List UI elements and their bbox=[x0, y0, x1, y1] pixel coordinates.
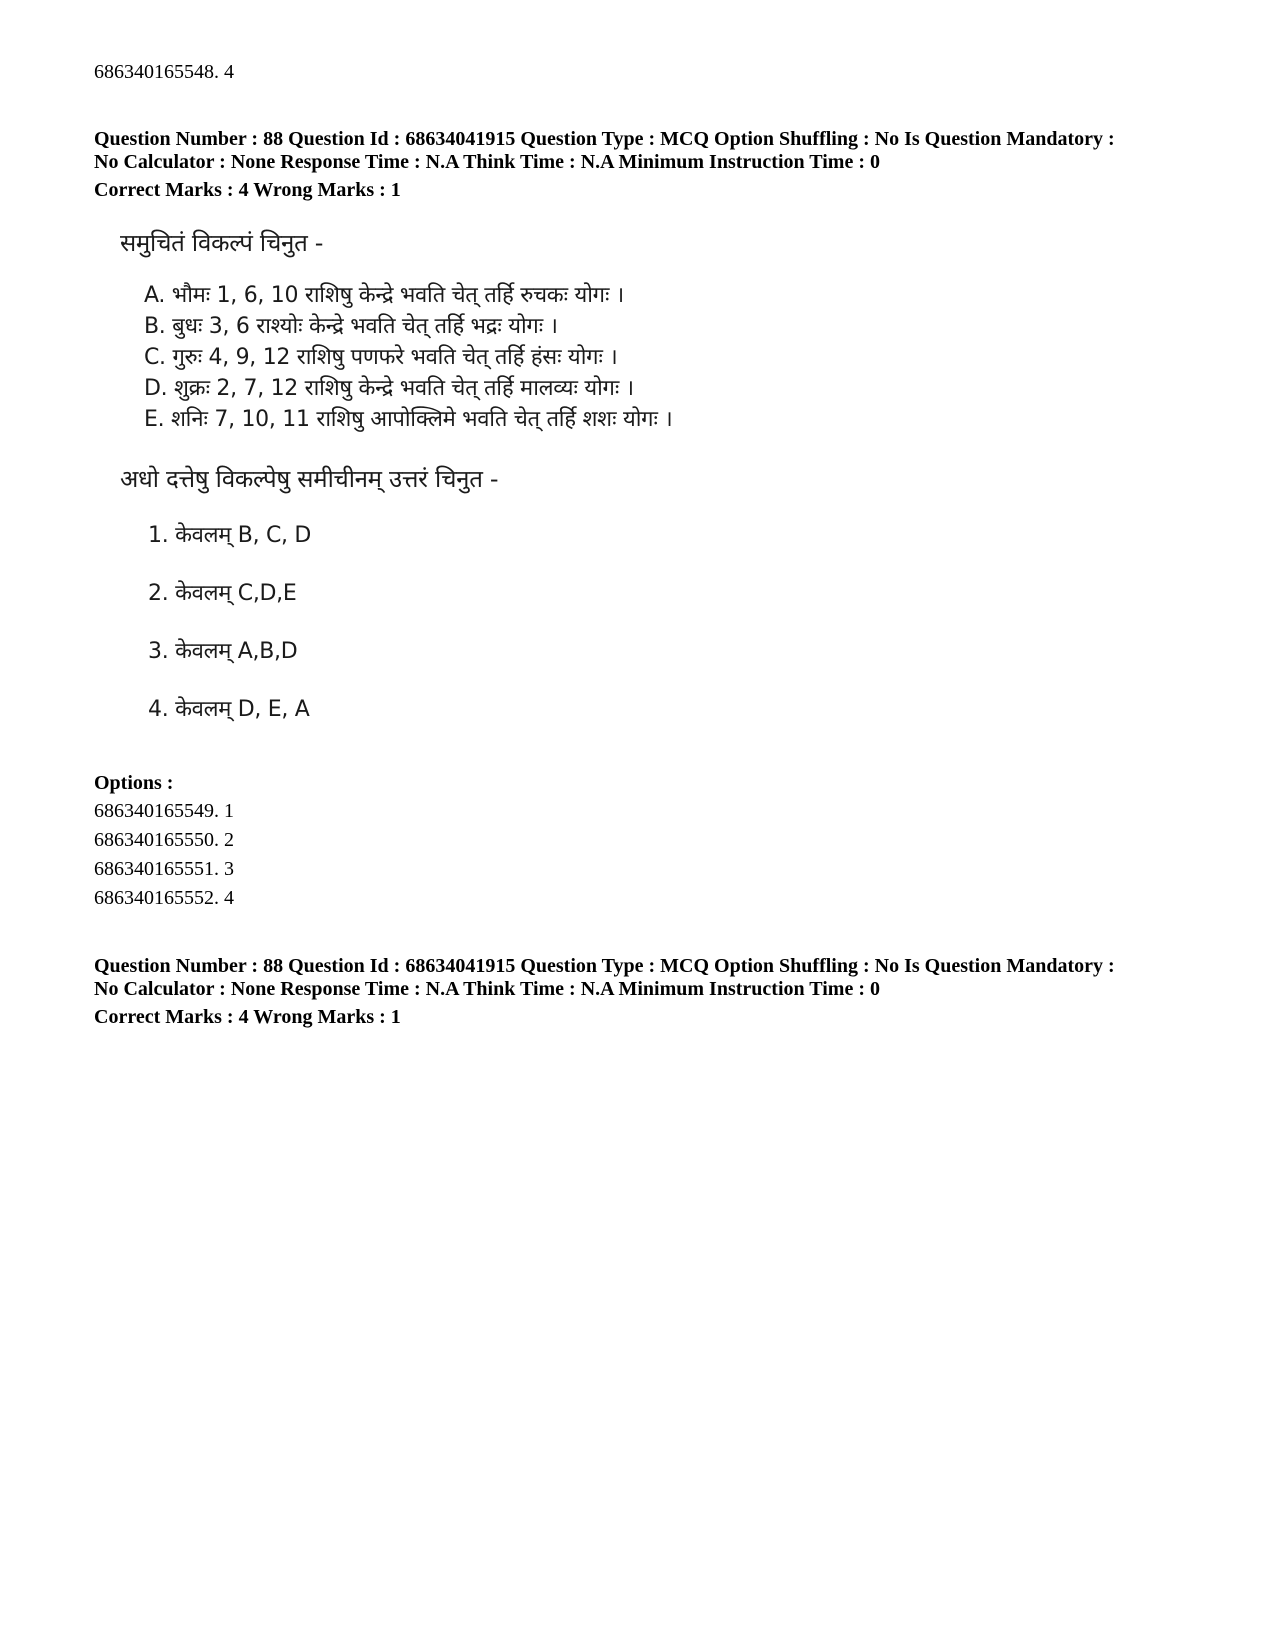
previous-answer-option: 686340165548. 4 bbox=[94, 61, 234, 83]
choice-3: 3. केवलम् A,B,D bbox=[148, 639, 298, 664]
statement-d: D. शुक्रः 2, 7, 12 राशिषु केन्द्रे भवति चेत् तर्हि मालव्यः योगः । bbox=[144, 376, 634, 401]
options-heading: Options : bbox=[94, 772, 174, 794]
sub-instruction: अधो दत्तेषु विकल्पेषु समीचीनम् उत्तरं चिनुत - bbox=[120, 465, 499, 493]
question-meta-line-2: No Calculator : None Response Time : N.A Think Time : N.A Minimum Instruction Time : 0 bbox=[94, 151, 880, 173]
option-item-3: 686340165551. 3 bbox=[94, 858, 234, 880]
statement-e: E. शनिः 7, 10, 11 राशिषु आपोक्लिमे भवति चेत् तर्हि शशः योगः । bbox=[144, 407, 673, 432]
question-image bbox=[114, 228, 754, 748]
statement-a: A. भौमः 1, 6, 10 राशिषु केन्द्रे भवति चेत् तर्हि रुचकः योगः । bbox=[144, 283, 624, 308]
choice-2: 2. केवलम् C,D,E bbox=[148, 581, 297, 606]
option-item-4: 686340165552. 4 bbox=[94, 887, 234, 909]
question-meta-line-2: No Calculator : None Response Time : N.A Think Time : N.A Minimum Instruction Time : 0 bbox=[94, 978, 880, 1000]
choice-4: 4. केवलम् D, E, A bbox=[148, 697, 310, 722]
option-item-1: 686340165549. 1 bbox=[94, 800, 234, 822]
statement-c: C. गुरुः 4, 9, 12 राशिषु पणफरे भवति चेत् तर्हि हंसः योगः । bbox=[144, 345, 618, 370]
question-marks-line: Correct Marks : 4 Wrong Marks : 1 bbox=[94, 1006, 401, 1028]
question-marks-line: Correct Marks : 4 Wrong Marks : 1 bbox=[94, 179, 401, 201]
question-instruction: समुचितं विकल्पं चिनुत - bbox=[120, 229, 324, 257]
option-item-2: 686340165550. 2 bbox=[94, 829, 234, 851]
question-meta-line-1: Question Number : 88 Question Id : 68634041915 Question Type : MCQ Option Shuffling : No Is Question Mandatory : bbox=[94, 128, 1115, 150]
statement-b: B. बुधः 3, 6 राश्योः केन्द्रे भवति चेत् तर्हि भद्रः योगः । bbox=[144, 314, 558, 339]
question-meta-line-1: Question Number : 88 Question Id : 68634041915 Question Type : MCQ Option Shuffling : No Is Question Mandatory : bbox=[94, 955, 1115, 977]
choice-1: 1. केवलम् B, C, D bbox=[148, 523, 312, 548]
